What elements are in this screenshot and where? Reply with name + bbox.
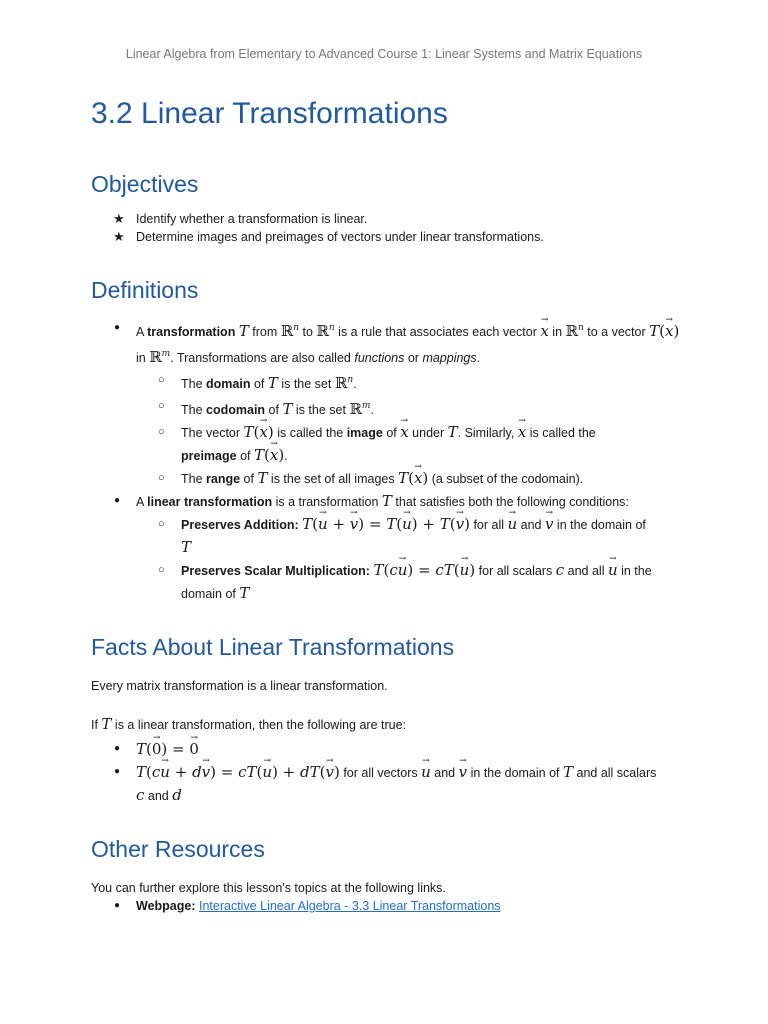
codomain-item: ○ The codomain of T is the set ℝ$^m$. [136, 395, 691, 421]
bullet-icon: ● [114, 766, 121, 777]
running-header: Linear Algebra from Elementary to Advanced Course 1: Linear Systems and Matrix Equations [125, 47, 643, 61]
interactive-linear-algebra-link[interactable]: Interactive Linear Algebra - 3.3 Linear Transformations [198, 899, 501, 913]
resources-heading: Other Resources [91, 836, 265, 862]
definitions-list [91, 317, 691, 605]
objectives-list [91, 210, 691, 246]
page-title: 3.2 Linear Transformations [91, 97, 448, 130]
bullet-icon: ● [114, 495, 121, 506]
linear-conditions-list [136, 513, 691, 605]
objectives-heading: Objectives [91, 171, 199, 197]
domain-item: ○ The domain of T is the set ℝ$^n$. [136, 369, 691, 395]
circle-bullet-icon: ○ [158, 400, 165, 412]
circle-bullet-icon: ○ [158, 426, 165, 438]
circle-bullet-icon: ○ [158, 564, 165, 576]
resource-webpage-item: ● Webpage: Interactive Linear Algebra - 3.3 Linear Transformations [114, 899, 501, 913]
facts-heading: Facts About Linear Transformations [91, 634, 455, 660]
bullet-icon: ● [114, 322, 121, 333]
star-bullet-icon: ★ [113, 211, 125, 226]
fact-zero-item: ● T(→ 0) = → 0 [91, 738, 691, 761]
facts-list [91, 738, 691, 807]
circle-bullet-icon: ○ [158, 518, 165, 530]
definition-linear-transformation: ● A linear transformation is a transformation T that satisfies both the following conditions: ○ Preserves Addition: T(→ u + → v) = T(→ u) + T(→ v) for all → u and → v in the domain of T ○ Preserves Scalar Multiplication: T(c→ u) = cT(→ u) for all scalars c and all → u in the domain of T [91, 490, 691, 605]
range-item: ○ The range of T is the set of all images T(→ x) (a subset of the codomain). [136, 467, 691, 490]
facts-paragraph-2: If T is a linear transformation, then the following are true: [91, 715, 407, 733]
definitions-heading: Definitions [91, 277, 199, 303]
circle-bullet-icon: ○ [158, 374, 165, 386]
star-bullet-icon: ★ [113, 229, 125, 244]
resources-paragraph: You can further explore this lesson's topics at the following links. [91, 881, 446, 895]
resources-list [91, 897, 691, 915]
facts-paragraph-1: Every matrix transformation is a linear transformation. [91, 679, 388, 693]
main-content [91, 92, 691, 915]
preserves-addition-item: ○ Preserves Addition: T(→ u + → v) = T(→ u) + T(→ v) for all → u and → v in the domain of T [136, 513, 691, 559]
image-item: ○ The vector T(→ x) is called the image of → x under T. Similarly, → x is called the preimage of T(→ x). [136, 421, 691, 467]
fact-linear-combo-item: ● T(c→ u + d→ v) = cT(→ u) + dT(→ v) for all vectors → u and → v in the domain of T and all scalars c and d [91, 761, 691, 807]
definition-transformation: ● A transformation T from ℝ$^n$ to ℝ$^n$ is a rule that associates each vector → x in ℝ$^n$ to a vector T(→ x) in ℝ$^m$. Transformations are also called functions or mappings. ○ The domain of T is the set ℝ$^n$. ○ The codomain of T is the set ℝ$^m$. ○ The vector T(→ x) is called the image of → x under T. Similarly, → x is called the preimage of T(→ x). ○ The range of T is the set of all images T(→ x) (a subset of the codomain). [91, 317, 691, 490]
objective-item: ★ Determine images and preimages of vectors under linear transformations. [113, 229, 544, 244]
transformation-sublist [136, 369, 691, 490]
bullet-icon: ● [114, 743, 121, 754]
circle-bullet-icon: ○ [158, 472, 165, 484]
bullet-icon: ● [114, 900, 121, 911]
preserves-scalar-item: ○ Preserves Scalar Multiplication: T(c→ u) = cT(→ u) for all scalars c and all → u in the domain of T [136, 559, 691, 605]
objective-item: ★ Identify whether a transformation is linear. [113, 211, 368, 226]
